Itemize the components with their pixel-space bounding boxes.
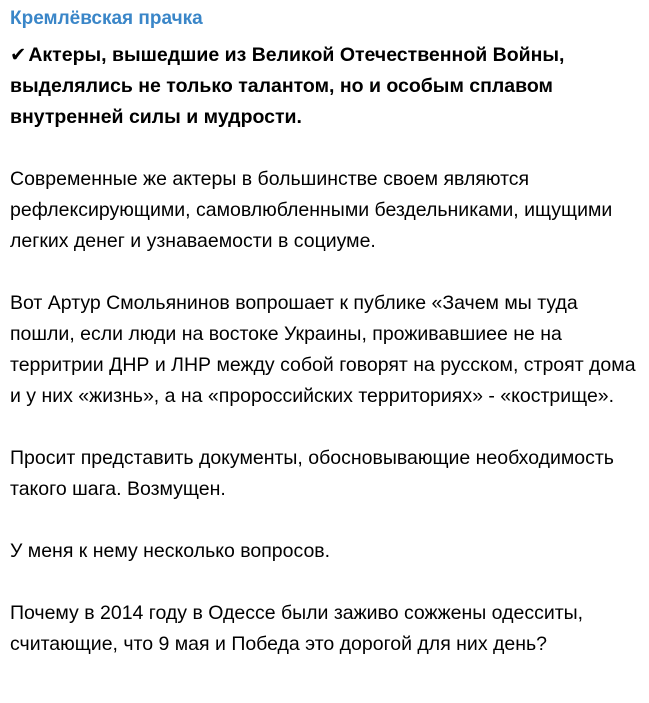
post-paragraph-1-text: Актеры, вышедшие из Великой Отечественной Войны, выделялись не только талантом, но и особым сплавом внутренней силы и мудрости. [10, 44, 565, 128]
post-paragraph-3: Вот Артур Смольянинов вопрошает к публике «Зачем мы туда пошли, если люди на востоке Украины, проживавшиее не на территрии ДНР и ЛНР между собой говорят на русском, строят дома и у них «жизнь», а на «пророссийских территориях» - «кострище». [10, 292, 636, 407]
post-paragraph-6: Почему в 2014 году в Одессе были заживо сожжены одесситы, считающие, что 9 мая и Победа это дорогой для них день? [10, 602, 584, 655]
channel-name-link[interactable]: Кремлёвская прачка [10, 8, 203, 29]
post-paragraph-1 [10, 40, 639, 133]
check-mark-icon: ✔ [10, 44, 27, 66]
post-paragraph-4: Просит представить документы, обосновывающие необходимость такого шага. Возмущен. [10, 447, 614, 500]
post-paragraph-5: У меня к нему несколько вопросов. [10, 540, 331, 562]
post-paragraph-2: Современные же актеры в большинстве своем являются рефлексирующими, самовлюбленными бездельниками, ищущими легких денег и узнаваемости в социуме. [10, 168, 613, 252]
